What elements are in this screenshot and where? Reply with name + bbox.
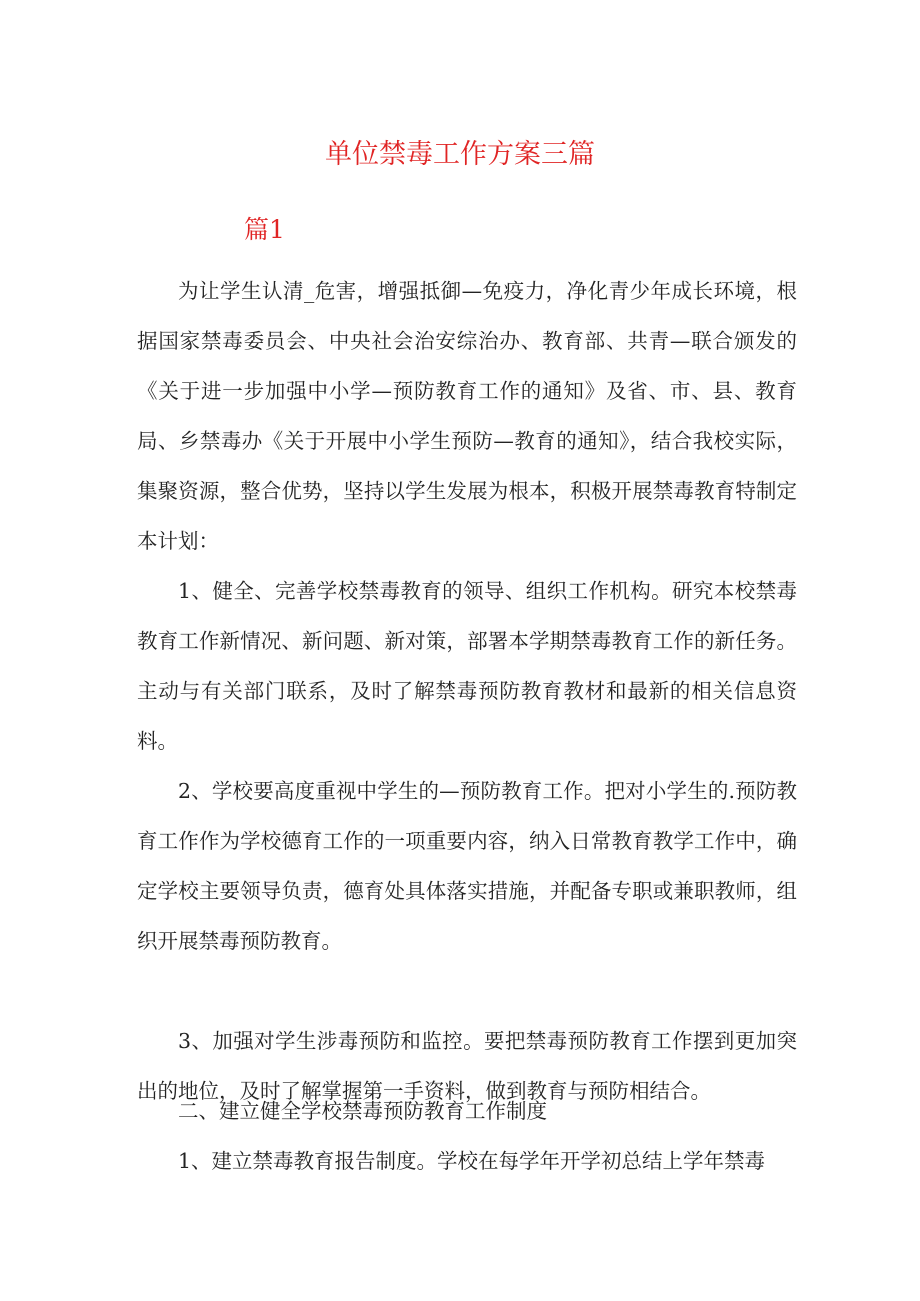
paragraph-item-2: 2、学校要高度重视中学生的—预防教育工作。把对小学生的.预防教育工作作为学校德育工作的一项重要内容，纳入日常教育教学工作中，确定学校主要领导负责，德育处具体落实措施，并配备专职或兼职教师，组织开展禁毒预防教育。 — [137, 779, 797, 953]
subsection-heading: 二、建立健全学校禁毒预防教育工作制度 — [178, 1099, 547, 1123]
document-title: 单位禁毒工作方案三篇 — [325, 139, 595, 170]
section-heading: 篇1 — [244, 215, 285, 244]
paragraph-item-1: 1、健全、完善学校禁毒教育的领导、组织工作机构。研究本校禁毒教育工作新情况、新问题、新对策，部署本学期禁毒教育工作的新任务。主动与有关部门联系，及时了解禁毒预防教育教材和最新的相关信息资料。 — [137, 579, 797, 753]
paragraph-intro: 为让学生认清_危害，增强抵御—免疫力，净化青少年成长环境，根据国家禁毒委员会、中央社会治安综治办、教育部、共青—联合颁发的《关于进一步加强中小学—预防教育工作的通知》及省、市、县、教育局、乡禁毒办《关于开展中小学生预防—教育的通知》，结合我校实际，集聚资源，整合优势，坚持以学生发展为根本，积极开展禁毒教育特制定本计划： — [137, 279, 797, 553]
paragraph-item-3: 3、加强对学生涉毒预防和监控。要把禁毒预防教育工作摆到更加突出的地位，及时了解掌握第一手资料，做到教育与预防相结合。 — [137, 1029, 797, 1103]
paragraph-item-4: 1、建立禁毒教育报告制度。学校在每学年开学初总结上学年禁毒 — [178, 1149, 766, 1173]
